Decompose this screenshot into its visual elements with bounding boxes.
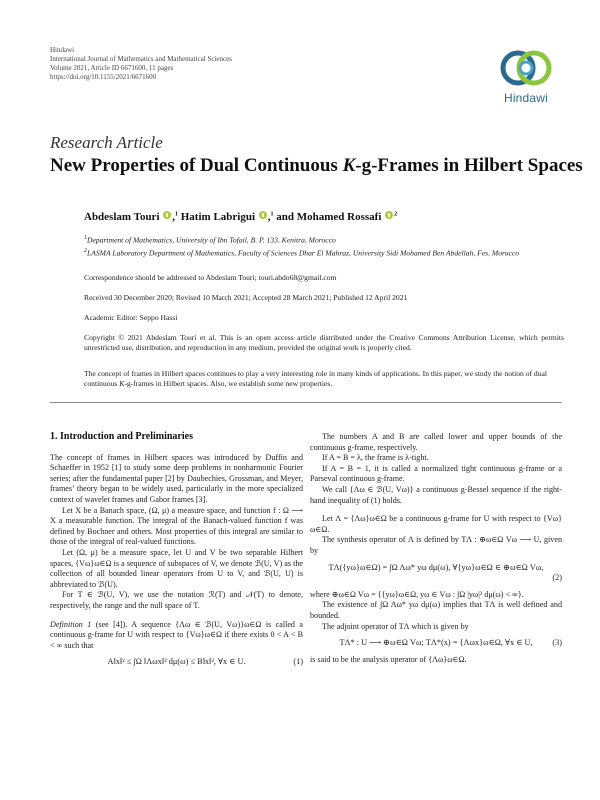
orcid-icon[interactable] — [163, 211, 171, 219]
paper-title — [50, 155, 583, 177]
right-column — [310, 432, 562, 665]
affil-num: 1 — [84, 235, 87, 241]
publication-dates: Received 30 December 2020; Revised 10 March 2021; Accepted 28 March 2021; Published 12 April 2021 — [84, 293, 408, 302]
definition — [50, 620, 303, 652]
journal-info — [50, 46, 232, 82]
copyright-notice: Copyright © 2021 Abdeslam Touri et al. This is an open access article distributed under the Creative Commons Attribution License, which permits unrestricted use, distribution, and reproduction in any medium, provided the original work is properly cited. — [84, 333, 564, 352]
equation-body: A‖x‖² ≤ ∫Ω ‖Λωx‖² dμ(ω) ≤ B‖x‖², ∀x ∈ U. — [107, 657, 246, 667]
publisher-name: Hindawi — [50, 46, 75, 54]
paragraph: The concept of frames in Hilbert spaces was introduced by Duffin and Schaeffer in 1952 [1] to study some deep problems in nonharmonic Fourier series; after the fundamental paper [2] by Daubechies, Grossman, and Meyer, frames’ theory began to be widely used, particularly in the more specialized context of wavelet frames and Gabor frames [3]. — [50, 452, 303, 504]
equation-2 — [310, 563, 562, 584]
author-name[interactable]: Mohamed Rossafi — [296, 211, 382, 223]
paragraph: Let (Ω, μ) be a measure space, let U and V be two separable Hilbert spaces, {Vω}ω∈Ω is a sequence of subspaces of V, we denote ℬ(U, V) as the collection of all bounded linear operators from U to V, and ℬ(U, U) is abbreviated to ℬ(U). — [50, 547, 303, 589]
abstract-text: The concept of frames in Hilbert spaces continues to play a very interesting role in many kinds of applications. In this paper, we study the notion of dual continuous — [84, 369, 548, 388]
paragraph: where ⊕ω∈Ω Vω = {{yω}ω∈Ω, yω ∈ Vω : ∫Ω |yω|² dμ(ω) < ∞}. — [310, 589, 524, 599]
equation-number: (3) — [552, 638, 562, 648]
author-name[interactable]: Abdeslam Touri — [84, 211, 160, 223]
equation-number: (2) — [552, 573, 562, 583]
paragraph: If A = B = λ, the frame is λ-tight. — [322, 453, 429, 463]
journal-name: International Journal of Mathematics and Mathematical Sciences — [50, 55, 232, 63]
paragraph: We call {Λω ∈ ℬ(U, Vω)} a continuous g-Bessel sequence if the right-hand inequality of (1) holds. — [310, 484, 562, 505]
affil-num: 2 — [84, 247, 87, 254]
affiliation — [84, 233, 564, 246]
author-name[interactable]: Hatim Labrigui — [180, 211, 256, 223]
equation-3 — [310, 638, 562, 649]
equation-body: TΛ* : U ⟶ ⊕ω∈Ω Vω; TΛ*(x) = {Λωx}ω∈Ω, ∀x ∈ U, — [339, 638, 533, 648]
paragraph: The numbers A and B are called lower and upper bounds of the continuous g-frame, respectively. — [310, 432, 562, 452]
paragraph: is said to be the analysis operator of {Λω}ω∈Ω. — [310, 654, 467, 664]
academic-editor: Academic Editor: Seppo Hassi — [84, 313, 178, 322]
author-list: Abdeslam Touri ,$^1$ Hatim Labrigui ,$^1$ and Mohamed Rossafi $^2$ — [84, 211, 398, 223]
section-heading: 1. Introduction and Preliminaries — [50, 431, 193, 442]
article-type: Research Article — [50, 133, 163, 152]
correspondence: Correspondence should be addressed to Abdeslam Touri; touri.abdo68@gmail.com — [84, 273, 337, 282]
paragraph: The synthesis operator of Λ is defined by TΛ : ⊕ω∈Ω Vω ⟶ U, given by — [310, 535, 562, 555]
paragraph: The existence of ∫Ω Λω* yω dμ(ω) implies that TΛ is well defined and bounded. — [310, 600, 562, 620]
equation-body: TΛ({yω}ω∈Ω) = ∫Ω Λω* yω dμ(ω), ∀{yω}ω∈Ω ∈ ⊕ω∈Ω Vω, — [328, 562, 544, 572]
affil-text: Department of Mathematics, University of Ibn Tofail, B. P. 133, Kenitra, Morocco — [87, 235, 336, 245]
orcid-icon[interactable] — [259, 211, 267, 219]
affiliation — [84, 246, 564, 259]
abstract-text: -g-frames in Hilbert spaces. Also, we establish some new properties. — [124, 379, 333, 388]
volume-info: Volume 2021, Article ID 6671600, 11 pages — [50, 64, 174, 72]
affiliations — [84, 233, 564, 258]
orcid-icon[interactable] — [385, 211, 393, 219]
paragraph: Let X be a Banach space, (Ω, μ) a measure space, and function f : Ω ⟶ X a measurable function. The integral of the Banach-valued function f was defined by Bochner and others. Most properties of this integral are similar to those of the integral of real-valued functions. — [50, 505, 303, 547]
hindawi-logo-text: Hindawi — [503, 91, 549, 105]
paragraph: For T ∈ ℬ(U, V), we use the notation ℛ(T) and 𝒩(T) to denote, respectively, the range and the null space of T. — [50, 590, 303, 610]
author-affil-num: 2 — [394, 211, 398, 218]
definition-label: Definition 1 — [50, 619, 92, 629]
abstract — [84, 369, 564, 389]
paragraph: The adjoint operator of TΛ which is given by — [322, 621, 469, 631]
abstract-k: K — [119, 379, 125, 388]
affil-text: LASMA Laboratory Department of Mathematics, Faculty of Sciences Dhar El Mahraz, University Sidi Mohamed Ben Abdellah, Fes, Morocco — [87, 248, 519, 258]
section-divider — [50, 402, 562, 403]
equation-1 — [50, 657, 303, 668]
equation-number: (1) — [293, 657, 303, 667]
title-k: K — [342, 155, 356, 176]
author-affil-num: 1 — [175, 211, 178, 218]
paragraph: Let Λ = {Λω}ω∈Ω be a continuous g-frame for U with respect to {Vω}ω∈Ω. — [310, 514, 562, 534]
doi-link[interactable]: https://doi.org/10.1155/2021/6671600 — [50, 73, 157, 81]
title-part-1: New Properties of Dual Continuous — [50, 155, 343, 176]
left-column — [50, 432, 303, 674]
paragraph: If A = B = 1, it is called a normalized tight continuous g-frame or a Parseval continuous g-frame. — [310, 463, 562, 484]
author-affil-num: 1 — [270, 211, 274, 218]
title-part-2: -g-Frames in Hilbert Spaces — [355, 155, 583, 176]
definition-text: (see [4]). A sequence {Λω ∈ ℬ(U, Vω)}ω∈Ω is called a continuous g-frame for U with respect to {Vω}ω∈Ω if there exists 0 < A < B < ∞ such that — [50, 619, 303, 650]
